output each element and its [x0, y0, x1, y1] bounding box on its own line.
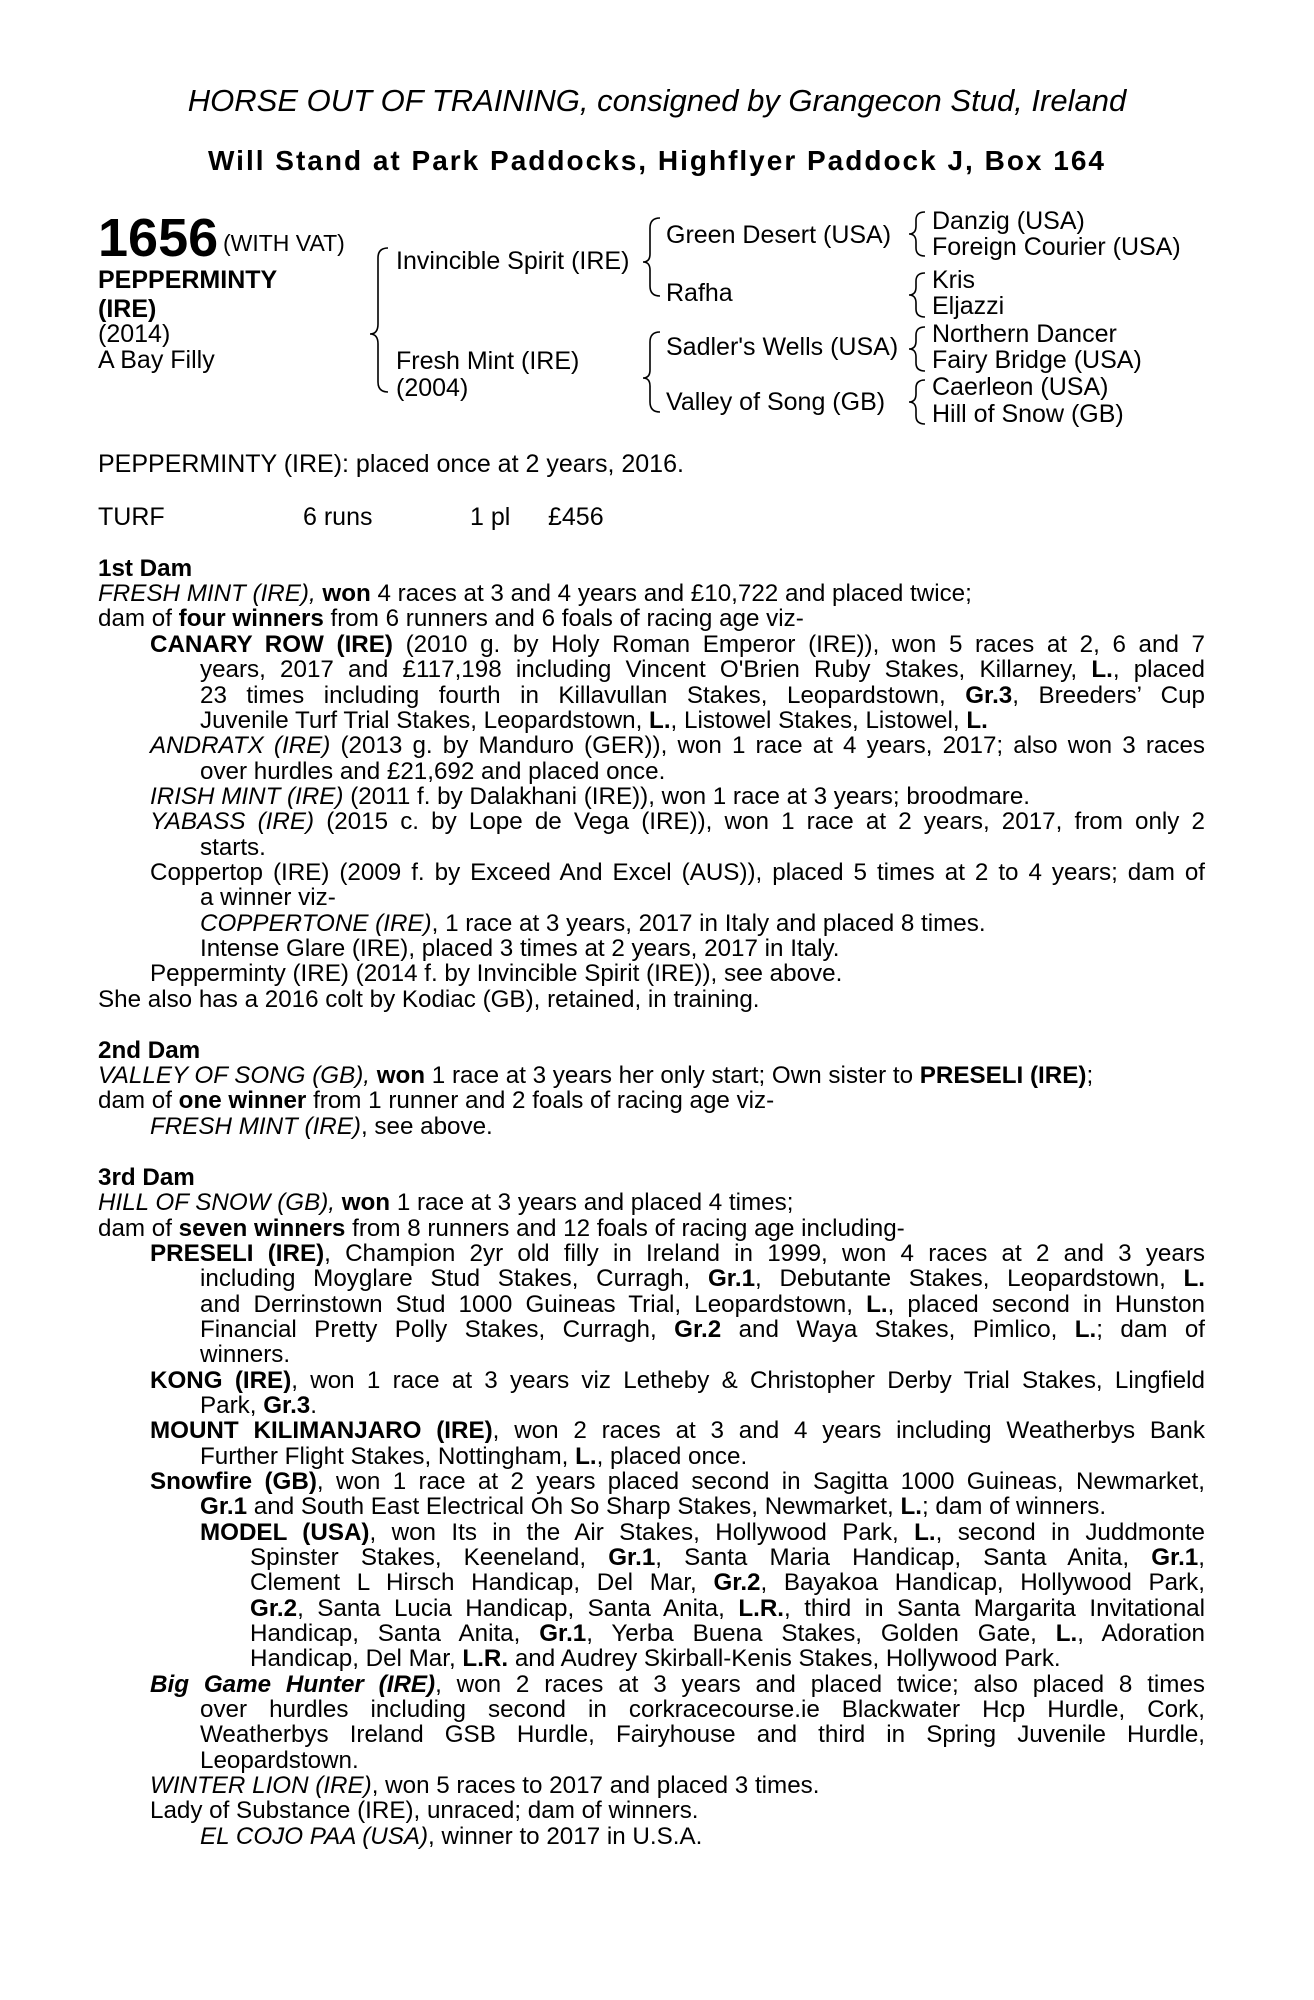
third-dam-line: Park, Gr.3.: [200, 1392, 317, 1419]
sire-dam-sire: Kris: [932, 266, 976, 294]
horse-name-line1: PEPPERMINTY: [98, 266, 278, 294]
third-dam-line: Financial Pretty Polly Stakes, Curragh, Gr.2 and Waya Stakes, Pimlico, L.; dam of: [200, 1316, 1206, 1343]
third-dam-line: Weatherbys Ireland GSB Hurdle, Fairyhouse and third in Spring Juvenile Hurdle,: [200, 1721, 1205, 1748]
third-dam-line: Handicap, Del Mar, L.R. and Audrey Skirball-Kenis Stakes, Hollywood Park.: [250, 1645, 1061, 1672]
third-dam-line: MODEL (USA), won Its in the Air Stakes, Hollywood Park, L., second in Juddmonte: [200, 1519, 1206, 1546]
vat-note: (WITH VAT): [223, 230, 345, 256]
progeny-line: 23 times including fourth in Killavullan Stakes, Leopardstown, Gr.3, Breeders’ Cup: [200, 682, 1206, 709]
progeny-line: IRISH MINT (IRE) (2011 f. by Dalakhani (IRE)), won 1 race at 3 years; broodmare.: [150, 783, 1031, 810]
sire: Invincible Spirit (IRE): [396, 247, 630, 275]
first-dam-heading: 1st Dam: [98, 555, 193, 582]
sire-sire-sire: Danzig (USA): [932, 207, 1085, 235]
page-title: HORSE OUT OF TRAINING, consigned by Grangecon Stud, Ireland: [187, 83, 1127, 118]
progeny-line: Juvenile Turf Trial Stakes, Leopardstown, L., Listowel Stakes, Listowel, L.: [200, 707, 988, 734]
sire-sire: Green Desert (USA): [666, 221, 892, 249]
progeny-line: ANDRATX (IRE) (2013 g. by Manduro (GER)), won 1 race at 4 years, 2017; also won 3 races: [150, 732, 1205, 759]
progeny-line: over hurdles and £21,692 and placed once.: [200, 758, 666, 785]
third-dam-line: Handicap, Santa Anita, Gr.1, Yerba Buena Stakes, Golden Gate, L., Adoration: [250, 1620, 1205, 1647]
second-dam-line: FRESH MINT (IRE), see above.: [150, 1113, 493, 1140]
dam-sire-dam: Fairy Bridge (USA): [932, 346, 1142, 374]
third-dam-line: Leopardstown.: [200, 1747, 359, 1774]
race-summary: PEPPERMINTY (IRE): placed once at 2 years, 2016.: [98, 450, 684, 478]
progeny-line: YABASS (IRE) (2015 c. by Lope de Vega (IRE)), won 1 race at 2 years, 2017, from only 2: [150, 808, 1205, 835]
progeny-line: starts.: [200, 834, 266, 861]
third-dam-line: Gr.2, Santa Lucia Handicap, Santa Anita, L.R., third in Santa Margarita Invitational: [250, 1595, 1205, 1622]
second-dam-line: VALLEY OF SONG (GB), won 1 race at 3 years her only start; Own sister to PRESELI (IRE);: [98, 1062, 1094, 1089]
third-dam-line: and Derrinstown Stud 1000 Guineas Trial, Leopardstown, L., placed second in Hunston: [200, 1291, 1205, 1318]
record-surface: TURF: [98, 503, 165, 531]
third-dam-line: Big Game Hunter (IRE), won 2 races at 3 years and placed twice; also placed 8 times: [150, 1671, 1205, 1698]
first-dam-line: FRESH MINT (IRE), won 4 races at 3 and 4 years and £10,722 and placed twice;: [98, 580, 972, 607]
sire-dam: Rafha: [666, 279, 733, 307]
progeny-line: CANARY ROW (IRE) (2010 g. by Holy Roman Emperor (IRE)), won 5 races at 2, 6 and 7: [150, 631, 1205, 658]
third-dam-line: winners.: [200, 1341, 291, 1368]
progeny-line: Pepperminty (IRE) (2014 f. by Invincible Spirit (IRE)), see above.: [150, 960, 843, 987]
sire-dam-dam: Eljazzi: [932, 292, 1005, 320]
dam-sire: Sadler's Wells (USA): [666, 333, 899, 361]
progeny-line: COPPERTONE (IRE), 1 race at 3 years, 2017 in Italy and placed 8 times.: [200, 910, 986, 937]
dam-year: (2004): [396, 374, 469, 402]
progeny-line: Coppertop (IRE) (2009 f. by Exceed And Excel (AUS)), placed 5 times at 2 to 4 years; dam of: [150, 859, 1205, 886]
third-dam-line: Lady of Substance (IRE), unraced; dam of winners.: [150, 1797, 699, 1824]
third-dam-line: Further Flight Stakes, Nottingham, L., placed once.: [200, 1443, 748, 1470]
first-dam-line: dam of four winners from 6 runners and 6 foals of racing age viz-: [98, 605, 804, 632]
third-dam-line: Spinster Stakes, Keeneland, Gr.1, Santa Maria Handicap, Santa Anita, Gr.1,: [250, 1544, 1205, 1571]
lot-number: 1656: [98, 208, 219, 268]
third-dam-line: HILL OF SNOW (GB), won 1 race at 3 years and placed 4 times;: [98, 1189, 794, 1216]
third-dam-line: MOUNT KILIMANJARO (IRE), won 2 races at 3 and 4 years including Weatherbys Bank: [150, 1417, 1205, 1444]
sire-sire-dam: Foreign Courier (USA): [932, 233, 1181, 261]
record-placed: 1 pl: [470, 503, 511, 531]
horse-name-line2: (IRE): [98, 295, 157, 323]
third-dam-line: including Moyglare Stud Stakes, Curragh, Gr.1, Debutante Stakes, Leopardstown, L.: [200, 1265, 1205, 1292]
dam-sire-sire: Northern Dancer: [932, 320, 1117, 348]
third-dam-line: Clement L Hirsch Handicap, Del Mar, Gr.2, Bayakoa Handicap, Hollywood Park,: [250, 1569, 1205, 1596]
dam-dam-dam: Hill of Snow (GB): [932, 400, 1124, 428]
third-dam-line: EL COJO PAA (USA), winner to 2017 in U.S.A.: [200, 1823, 703, 1850]
third-dam-line: Gr.1 and South East Electrical Oh So Sharp Stakes, Newmarket, L.; dam of winners.: [200, 1493, 1107, 1520]
record-runs: 6 runs: [303, 503, 373, 531]
third-dam-line: dam of seven winners from 8 runners and 12 foals of racing age including-: [98, 1215, 905, 1242]
record-earnings: £456: [548, 503, 604, 531]
second-dam-line: dam of one winner from 1 runner and 2 foals of racing age viz-: [98, 1087, 775, 1114]
horse-name: [98, 266, 277, 324]
foaling-year: (2014): [98, 320, 171, 348]
progeny-line: Intense Glare (IRE), placed 3 times at 2 years, 2017 in Italy.: [200, 935, 840, 962]
third-dam-line: over hurdles including second in corkracecourse.ie Blackwater Hcp Hurdle, Cork,: [200, 1696, 1205, 1723]
location-line: Will Stand at Park Paddocks, Highflyer Paddock J, Box 164: [208, 145, 1106, 176]
progeny-line: years, 2017 and £117,198 including Vincent O'Brien Ruby Stakes, Killarney, L., placed: [200, 656, 1206, 683]
third-dam-heading: 3rd Dam: [98, 1164, 195, 1191]
progeny-line: a winner viz-: [200, 884, 336, 911]
horse-description: A Bay Filly: [98, 346, 215, 374]
dam: Fresh Mint (IRE): [396, 347, 580, 375]
third-dam-line: Snowfire (GB), won 1 race at 2 years placed second in Sagitta 1000 Guineas, Newmarket,: [150, 1468, 1205, 1495]
progeny-line: She also has a 2016 colt by Kodiac (GB), retained, in training.: [98, 986, 760, 1013]
dam-dam-sire: Caerleon (USA): [932, 373, 1109, 401]
dam-dam: Valley of Song (GB): [666, 388, 886, 416]
third-dam-line: PRESELI (IRE), Champion 2yr old filly in Ireland in 1999, won 4 races at 2 and 3 years: [150, 1240, 1205, 1267]
second-dam-heading: 2nd Dam: [98, 1037, 201, 1064]
third-dam-line: WINTER LION (IRE), won 5 races to 2017 and placed 3 times.: [150, 1772, 820, 1799]
third-dam-line: KONG (IRE), won 1 race at 3 years viz Letheby & Christopher Derby Trial Stakes, Lingfield: [150, 1367, 1205, 1394]
